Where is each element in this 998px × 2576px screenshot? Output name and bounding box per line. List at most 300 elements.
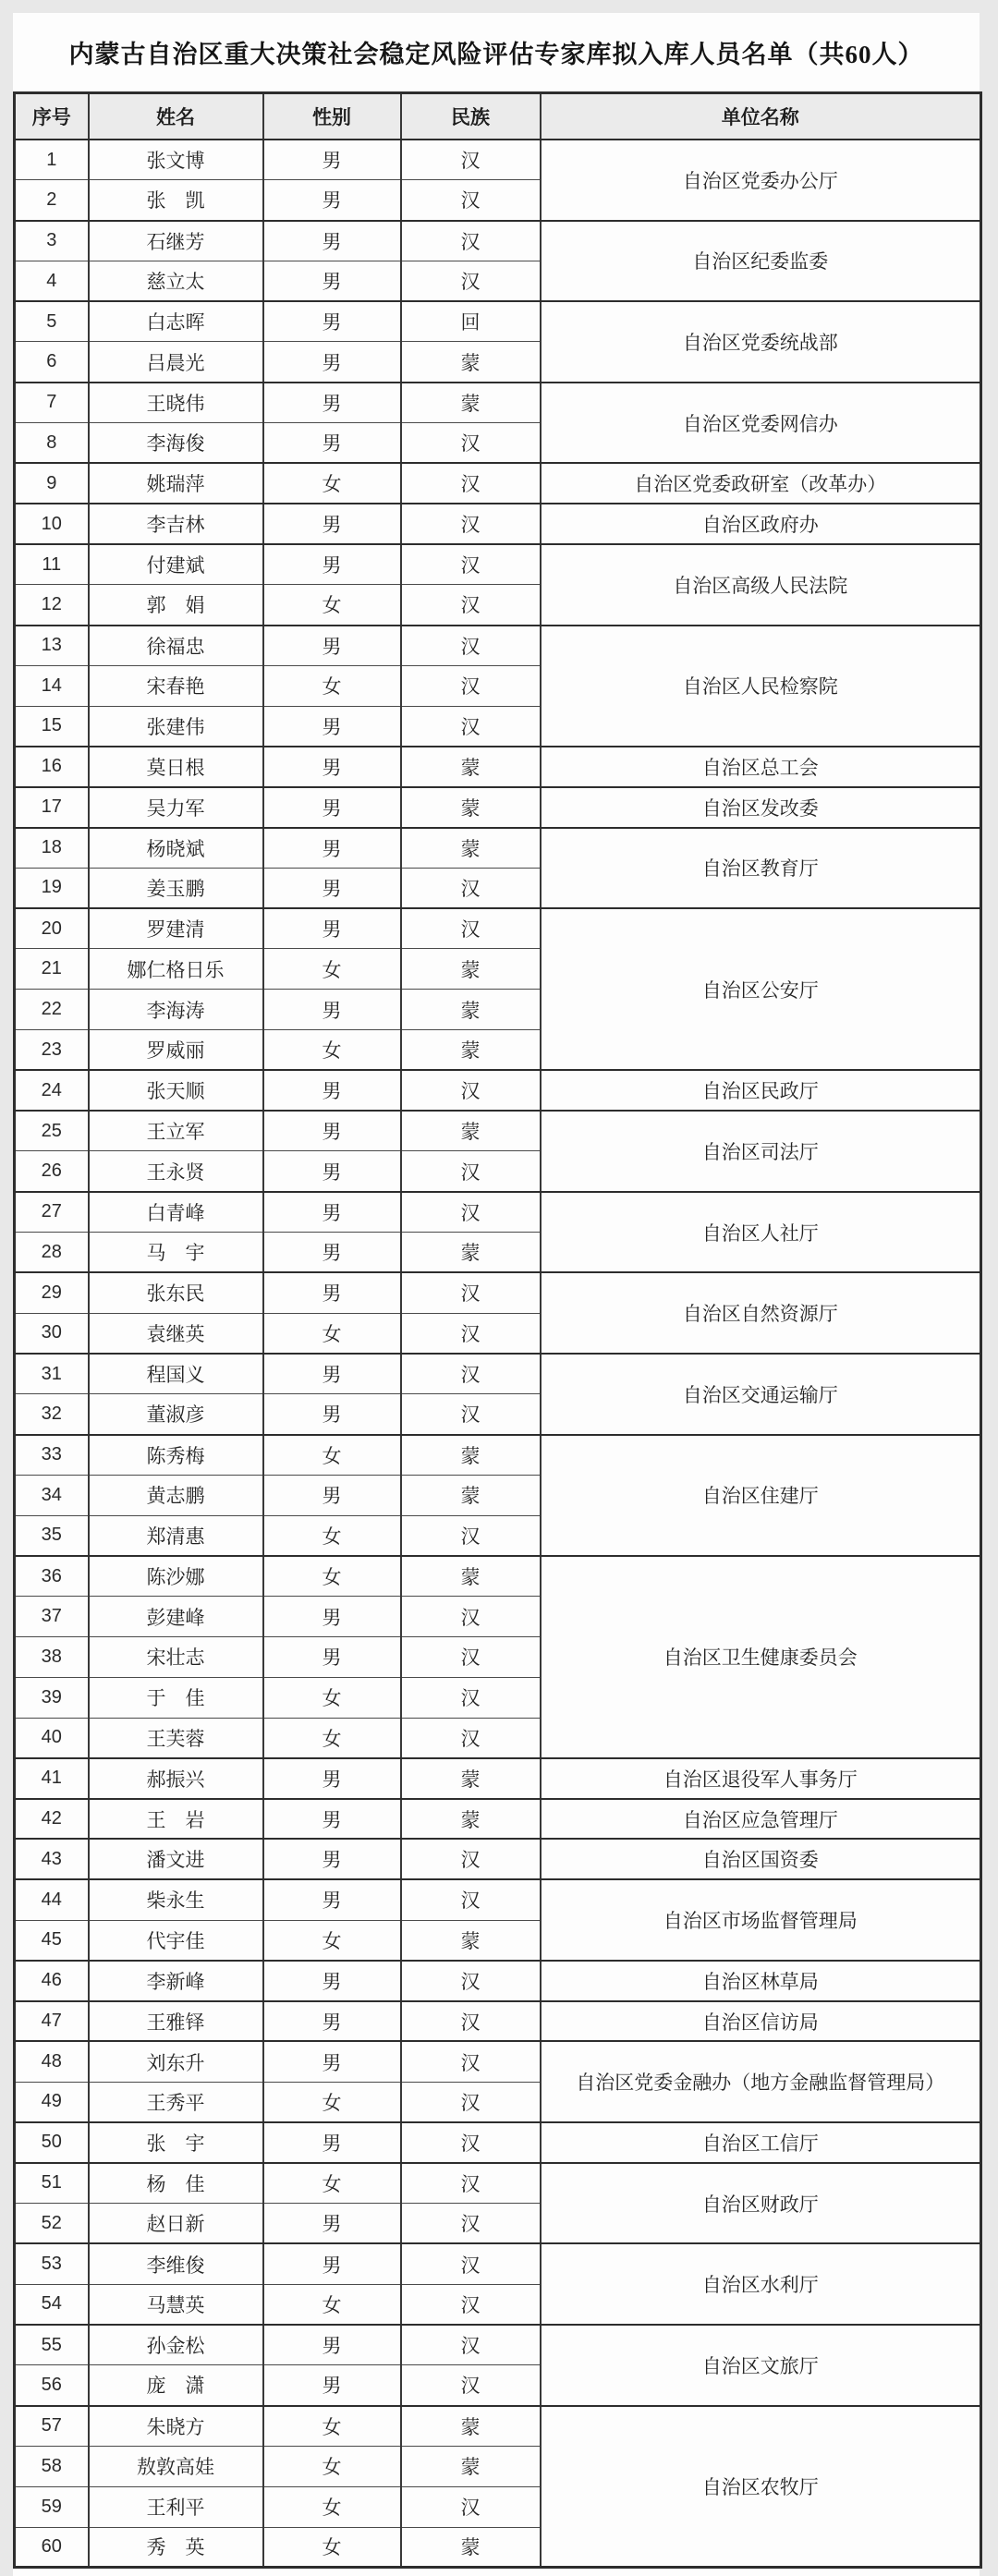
table-row [15, 2001, 981, 2042]
cell-ethnicity: 汉 [401, 908, 541, 949]
cell-gender: 男 [263, 908, 401, 949]
table-row [15, 2163, 981, 2204]
cell-ethnicity: 汉 [401, 2163, 541, 2204]
cell-name: 白志晖 [89, 301, 263, 342]
cell-no: 42 [15, 1799, 89, 1840]
cell-gender: 女 [263, 1718, 401, 1758]
cell-no: 38 [15, 1636, 89, 1677]
cell-no: 24 [15, 1070, 89, 1111]
cell-unit: 自治区高级人民法院 [541, 544, 981, 626]
cell-ethnicity: 汉 [401, 2284, 541, 2325]
cell-no: 27 [15, 1192, 89, 1233]
cell-name: 郭 娟 [89, 585, 263, 626]
cell-ethnicity: 汉 [401, 1961, 541, 2001]
cell-gender: 女 [263, 2446, 401, 2486]
cell-ethnicity: 汉 [401, 2365, 541, 2406]
cell-gender: 男 [263, 828, 401, 869]
table-row [15, 544, 981, 585]
cell-no: 41 [15, 1758, 89, 1799]
cell-no: 40 [15, 1718, 89, 1758]
cell-name: 李吉林 [89, 504, 263, 544]
cell-ethnicity: 汉 [401, 1839, 541, 1879]
cell-gender: 男 [263, 1070, 401, 1111]
cell-gender: 男 [263, 342, 401, 383]
cell-name: 娜仁格日乐 [89, 949, 263, 990]
cell-name: 宋春艳 [89, 665, 263, 706]
cell-name: 刘东升 [89, 2041, 263, 2082]
cell-no: 22 [15, 990, 89, 1030]
cell-ethnicity: 蒙 [401, 747, 541, 787]
cell-name: 程国义 [89, 1354, 263, 1394]
cell-no: 45 [15, 1920, 89, 1961]
cell-name: 姜玉鹏 [89, 868, 263, 908]
header-no: 序号 [15, 93, 89, 140]
cell-no: 21 [15, 949, 89, 990]
cell-ethnicity: 汉 [401, 180, 541, 221]
cell-no: 56 [15, 2365, 89, 2406]
table-row [15, 1556, 981, 1597]
cell-no: 54 [15, 2284, 89, 2325]
table-body [15, 140, 981, 2568]
cell-no: 35 [15, 1515, 89, 1556]
cell-gender: 男 [263, 2243, 401, 2284]
cell-no: 23 [15, 1030, 89, 1071]
cell-ethnicity: 汉 [401, 706, 541, 747]
cell-name: 王芙蓉 [89, 1718, 263, 1758]
cell-no: 30 [15, 1313, 89, 1354]
table-row [15, 828, 981, 869]
cell-gender: 男 [263, 383, 401, 423]
cell-name: 敖敦高娃 [89, 2446, 263, 2486]
cell-ethnicity: 蒙 [401, 1799, 541, 1840]
cell-name: 姚瑞萍 [89, 463, 263, 504]
cell-name: 赵日新 [89, 2204, 263, 2244]
cell-ethnicity: 汉 [401, 1070, 541, 1111]
cell-gender: 男 [263, 1475, 401, 1515]
cell-no: 6 [15, 342, 89, 383]
cell-gender: 女 [263, 2082, 401, 2122]
cell-no: 37 [15, 1597, 89, 1637]
cell-gender: 女 [263, 463, 401, 504]
cell-name: 马 宇 [89, 1233, 263, 1273]
cell-gender: 男 [263, 2001, 401, 2042]
cell-no: 1 [15, 140, 89, 180]
cell-no: 15 [15, 706, 89, 747]
cell-name: 吴力军 [89, 787, 263, 828]
cell-gender: 男 [263, 180, 401, 221]
cell-ethnicity: 汉 [401, 665, 541, 706]
cell-name: 张文博 [89, 140, 263, 180]
cell-name: 董淑彦 [89, 1394, 263, 1435]
cell-gender: 男 [263, 1394, 401, 1435]
cell-gender: 男 [263, 1839, 401, 1879]
cell-unit: 自治区党委网信办 [541, 383, 981, 464]
cell-gender: 女 [263, 1677, 401, 1718]
cell-no: 44 [15, 1879, 89, 1920]
cell-name: 陈秀梅 [89, 1435, 263, 1476]
cell-ethnicity: 汉 [401, 626, 541, 666]
cell-gender: 女 [263, 2284, 401, 2325]
document-paper [13, 13, 980, 2576]
cell-ethnicity: 汉 [401, 2122, 541, 2163]
cell-no: 51 [15, 2163, 89, 2204]
cell-ethnicity: 汉 [401, 2325, 541, 2365]
cell-no: 13 [15, 626, 89, 666]
cell-name: 李维俊 [89, 2243, 263, 2284]
cell-ethnicity: 蒙 [401, 949, 541, 990]
cell-unit: 自治区信访局 [541, 2001, 981, 2042]
cell-name: 柴永生 [89, 1879, 263, 1920]
cell-name: 王秀平 [89, 2082, 263, 2122]
cell-gender: 男 [263, 301, 401, 342]
table-row [15, 1272, 981, 1313]
cell-ethnicity: 汉 [401, 2082, 541, 2122]
cell-gender: 男 [263, 1354, 401, 1394]
cell-name: 罗威丽 [89, 1030, 263, 1071]
cell-ethnicity: 汉 [401, 2001, 541, 2042]
table-row [15, 1192, 981, 1233]
cell-name: 袁继英 [89, 1313, 263, 1354]
cell-name: 孙金松 [89, 2325, 263, 2365]
table-row [15, 504, 981, 544]
cell-name: 徐福忠 [89, 626, 263, 666]
cell-name: 王立军 [89, 1111, 263, 1151]
cell-name: 罗建清 [89, 908, 263, 949]
cell-unit: 自治区国资委 [541, 1839, 981, 1879]
cell-ethnicity: 汉 [401, 1879, 541, 1920]
cell-no: 49 [15, 2082, 89, 2122]
cell-gender: 男 [263, 1879, 401, 1920]
table-row [15, 2406, 981, 2447]
cell-unit: 自治区民政厅 [541, 1070, 981, 1111]
cell-unit: 自治区党委办公厅 [541, 140, 981, 221]
cell-name: 庞 潇 [89, 2365, 263, 2406]
table-row [15, 301, 981, 342]
cell-ethnicity: 蒙 [401, 2406, 541, 2447]
cell-ethnicity: 回 [401, 301, 541, 342]
table-row [15, 1799, 981, 1840]
table-row [15, 2122, 981, 2163]
cell-name: 于 佳 [89, 1677, 263, 1718]
cell-name: 王永贤 [89, 1151, 263, 1192]
cell-gender: 男 [263, 1636, 401, 1677]
cell-ethnicity: 汉 [401, 463, 541, 504]
cell-ethnicity: 蒙 [401, 1556, 541, 1597]
cell-name: 莫日根 [89, 747, 263, 787]
cell-ethnicity: 汉 [401, 1192, 541, 1233]
roster-table [13, 91, 982, 2569]
cell-unit: 自治区总工会 [541, 747, 981, 787]
cell-name: 李海俊 [89, 423, 263, 464]
cell-name: 张 凯 [89, 180, 263, 221]
cell-ethnicity: 蒙 [401, 828, 541, 869]
cell-gender: 男 [263, 1961, 401, 2001]
cell-no: 39 [15, 1677, 89, 1718]
cell-name: 郝振兴 [89, 1758, 263, 1799]
cell-gender: 男 [263, 221, 401, 261]
cell-unit: 自治区农牧厅 [541, 2406, 981, 2568]
cell-ethnicity: 汉 [401, 868, 541, 908]
cell-name: 彭建峰 [89, 1597, 263, 1637]
cell-name: 李新峰 [89, 1961, 263, 2001]
cell-ethnicity: 汉 [401, 1272, 541, 1313]
cell-no: 17 [15, 787, 89, 828]
table-row [15, 2325, 981, 2365]
cell-unit: 自治区住建厅 [541, 1435, 981, 1556]
header-gender: 性别 [263, 93, 401, 140]
cell-no: 48 [15, 2041, 89, 2082]
cell-no: 58 [15, 2446, 89, 2486]
cell-no: 33 [15, 1435, 89, 1476]
cell-gender: 男 [263, 2325, 401, 2365]
cell-gender: 男 [263, 544, 401, 585]
cell-gender: 女 [263, 2486, 401, 2527]
cell-ethnicity: 蒙 [401, 1475, 541, 1515]
cell-unit: 自治区人民检察院 [541, 626, 981, 747]
cell-name: 付建斌 [89, 544, 263, 585]
cell-unit: 自治区财政厅 [541, 2163, 981, 2244]
cell-unit: 自治区市场监督管理局 [541, 1879, 981, 1961]
cell-no: 12 [15, 585, 89, 626]
cell-gender: 女 [263, 665, 401, 706]
cell-name: 陈沙娜 [89, 1556, 263, 1597]
table-row [15, 1435, 981, 1476]
table-row [15, 1879, 981, 1920]
cell-gender: 女 [263, 1030, 401, 1071]
cell-no: 46 [15, 1961, 89, 2001]
cell-ethnicity: 蒙 [401, 990, 541, 1030]
cell-unit: 自治区政府办 [541, 504, 981, 544]
cell-ethnicity: 汉 [401, 1394, 541, 1435]
cell-name: 王雅铎 [89, 2001, 263, 2042]
cell-gender: 女 [263, 2527, 401, 2568]
header-name: 姓名 [89, 93, 263, 140]
page-title: 内蒙古自治区重大决策社会稳定风险评估专家库拟入库人员名单（共60人） [68, 41, 924, 68]
cell-unit: 自治区发改委 [541, 787, 981, 828]
cell-ethnicity: 汉 [401, 585, 541, 626]
cell-unit: 自治区公安厅 [541, 908, 981, 1070]
cell-gender: 男 [263, 2122, 401, 2163]
cell-ethnicity: 汉 [401, 1636, 541, 1677]
cell-no: 20 [15, 908, 89, 949]
cell-ethnicity: 汉 [401, 1677, 541, 1718]
table-row [15, 1354, 981, 1394]
cell-no: 60 [15, 2527, 89, 2568]
cell-ethnicity: 蒙 [401, 1111, 541, 1151]
cell-no: 59 [15, 2486, 89, 2527]
cell-no: 34 [15, 1475, 89, 1515]
cell-unit: 自治区工信厅 [541, 2122, 981, 2163]
cell-gender: 男 [263, 261, 401, 301]
cell-name: 秀 英 [89, 2527, 263, 2568]
cell-name: 杨 佳 [89, 2163, 263, 2204]
cell-unit: 自治区纪委监委 [541, 221, 981, 302]
table-row [15, 787, 981, 828]
cell-gender: 男 [263, 706, 401, 747]
table-row [15, 908, 981, 949]
cell-gender: 女 [263, 949, 401, 990]
cell-no: 28 [15, 1233, 89, 1273]
cell-ethnicity: 汉 [401, 544, 541, 585]
header-unit: 单位名称 [541, 93, 981, 140]
cell-no: 29 [15, 1272, 89, 1313]
cell-no: 11 [15, 544, 89, 585]
table-row [15, 1839, 981, 1879]
cell-ethnicity: 汉 [401, 504, 541, 544]
cell-gender: 男 [263, 787, 401, 828]
cell-gender: 男 [263, 1151, 401, 1192]
cell-name: 白青峰 [89, 1192, 263, 1233]
cell-name: 潘文进 [89, 1839, 263, 1879]
cell-gender: 男 [263, 2365, 401, 2406]
cell-gender: 男 [263, 1758, 401, 1799]
table-row [15, 1758, 981, 1799]
cell-ethnicity: 汉 [401, 2204, 541, 2244]
cell-no: 52 [15, 2204, 89, 2244]
cell-no: 18 [15, 828, 89, 869]
cell-unit: 自治区教育厅 [541, 828, 981, 909]
cell-no: 5 [15, 301, 89, 342]
cell-gender: 男 [263, 1233, 401, 1273]
cell-ethnicity: 蒙 [401, 2527, 541, 2568]
cell-ethnicity: 汉 [401, 1597, 541, 1637]
cell-gender: 女 [263, 1313, 401, 1354]
cell-no: 36 [15, 1556, 89, 1597]
cell-gender: 女 [263, 1515, 401, 1556]
cell-name: 马慧英 [89, 2284, 263, 2325]
cell-unit: 自治区党委统战部 [541, 301, 981, 383]
cell-gender: 男 [263, 1799, 401, 1840]
cell-name: 王晓伟 [89, 383, 263, 423]
cell-no: 8 [15, 423, 89, 464]
cell-gender: 女 [263, 2406, 401, 2447]
cell-no: 9 [15, 463, 89, 504]
cell-no: 26 [15, 1151, 89, 1192]
cell-gender: 男 [263, 140, 401, 180]
cell-name: 张东民 [89, 1272, 263, 1313]
cell-ethnicity: 汉 [401, 1313, 541, 1354]
header-ethnicity: 民族 [401, 93, 541, 140]
cell-ethnicity: 汉 [401, 1718, 541, 1758]
cell-name: 杨晓斌 [89, 828, 263, 869]
table-row [15, 140, 981, 180]
cell-no: 2 [15, 180, 89, 221]
header-row [15, 93, 981, 140]
cell-gender: 女 [263, 585, 401, 626]
cell-gender: 女 [263, 1556, 401, 1597]
cell-ethnicity: 汉 [401, 221, 541, 261]
cell-no: 10 [15, 504, 89, 544]
cell-gender: 男 [263, 868, 401, 908]
cell-ethnicity: 蒙 [401, 1233, 541, 1273]
cell-ethnicity: 蒙 [401, 1030, 541, 1071]
cell-no: 47 [15, 2001, 89, 2042]
cell-no: 7 [15, 383, 89, 423]
cell-name: 吕晨光 [89, 342, 263, 383]
cell-unit: 自治区退役军人事务厅 [541, 1758, 981, 1799]
table-row [15, 383, 981, 423]
cell-unit: 自治区文旅厅 [541, 2325, 981, 2406]
cell-no: 14 [15, 665, 89, 706]
cell-name: 代宇佳 [89, 1920, 263, 1961]
table-row [15, 221, 981, 261]
cell-name: 王 岩 [89, 1799, 263, 1840]
cell-ethnicity: 蒙 [401, 1435, 541, 1476]
cell-ethnicity: 汉 [401, 140, 541, 180]
cell-name: 郑清惠 [89, 1515, 263, 1556]
cell-name: 慈立太 [89, 261, 263, 301]
cell-name: 张建伟 [89, 706, 263, 747]
cell-ethnicity: 汉 [401, 1515, 541, 1556]
cell-gender: 男 [263, 747, 401, 787]
cell-ethnicity: 蒙 [401, 1758, 541, 1799]
table-row [15, 463, 981, 504]
table-row [15, 1070, 981, 1111]
cell-gender: 女 [263, 1920, 401, 1961]
cell-no: 25 [15, 1111, 89, 1151]
table-row [15, 626, 981, 666]
table-row [15, 2041, 981, 2082]
cell-ethnicity: 蒙 [401, 383, 541, 423]
cell-no: 19 [15, 868, 89, 908]
cell-no: 57 [15, 2406, 89, 2447]
cell-ethnicity: 蒙 [401, 1920, 541, 1961]
cell-name: 王利平 [89, 2486, 263, 2527]
cell-gender: 男 [263, 626, 401, 666]
cell-no: 53 [15, 2243, 89, 2284]
cell-unit: 自治区卫生健康委员会 [541, 1556, 981, 1758]
cell-gender: 男 [263, 1192, 401, 1233]
cell-unit: 自治区党委政研室（改革办） [541, 463, 981, 504]
cell-ethnicity: 汉 [401, 423, 541, 464]
cell-gender: 女 [263, 1435, 401, 1476]
cell-no: 31 [15, 1354, 89, 1394]
cell-unit: 自治区自然资源厅 [541, 1272, 981, 1354]
cell-no: 55 [15, 2325, 89, 2365]
table-row [15, 1961, 981, 2001]
cell-gender: 女 [263, 2163, 401, 2204]
table-row [15, 1111, 981, 1151]
cell-unit: 自治区党委金融办（地方金融监督管理局） [541, 2041, 981, 2122]
cell-name: 宋壮志 [89, 1636, 263, 1677]
cell-unit: 自治区应急管理厅 [541, 1799, 981, 1840]
cell-gender: 男 [263, 990, 401, 1030]
cell-unit: 自治区人社厅 [541, 1192, 981, 1273]
cell-gender: 男 [263, 504, 401, 544]
cell-ethnicity: 汉 [401, 1151, 541, 1192]
cell-unit: 自治区司法厅 [541, 1111, 981, 1192]
cell-no: 50 [15, 2122, 89, 2163]
cell-no: 32 [15, 1394, 89, 1435]
cell-gender: 男 [263, 423, 401, 464]
cell-ethnicity: 汉 [401, 2041, 541, 2082]
cell-unit: 自治区林草局 [541, 1961, 981, 2001]
cell-name: 李海涛 [89, 990, 263, 1030]
cell-ethnicity: 蒙 [401, 342, 541, 383]
cell-unit: 自治区水利厅 [541, 2243, 981, 2325]
cell-ethnicity: 蒙 [401, 2446, 541, 2486]
table-row [15, 747, 981, 787]
cell-unit: 自治区交通运输厅 [541, 1354, 981, 1435]
cell-no: 4 [15, 261, 89, 301]
cell-name: 张 宇 [89, 2122, 263, 2163]
cell-ethnicity: 汉 [401, 1354, 541, 1394]
cell-gender: 男 [263, 2041, 401, 2082]
cell-gender: 男 [263, 1597, 401, 1637]
cell-no: 3 [15, 221, 89, 261]
cell-name: 黄志鹏 [89, 1475, 263, 1515]
cell-name: 张天顺 [89, 1070, 263, 1111]
